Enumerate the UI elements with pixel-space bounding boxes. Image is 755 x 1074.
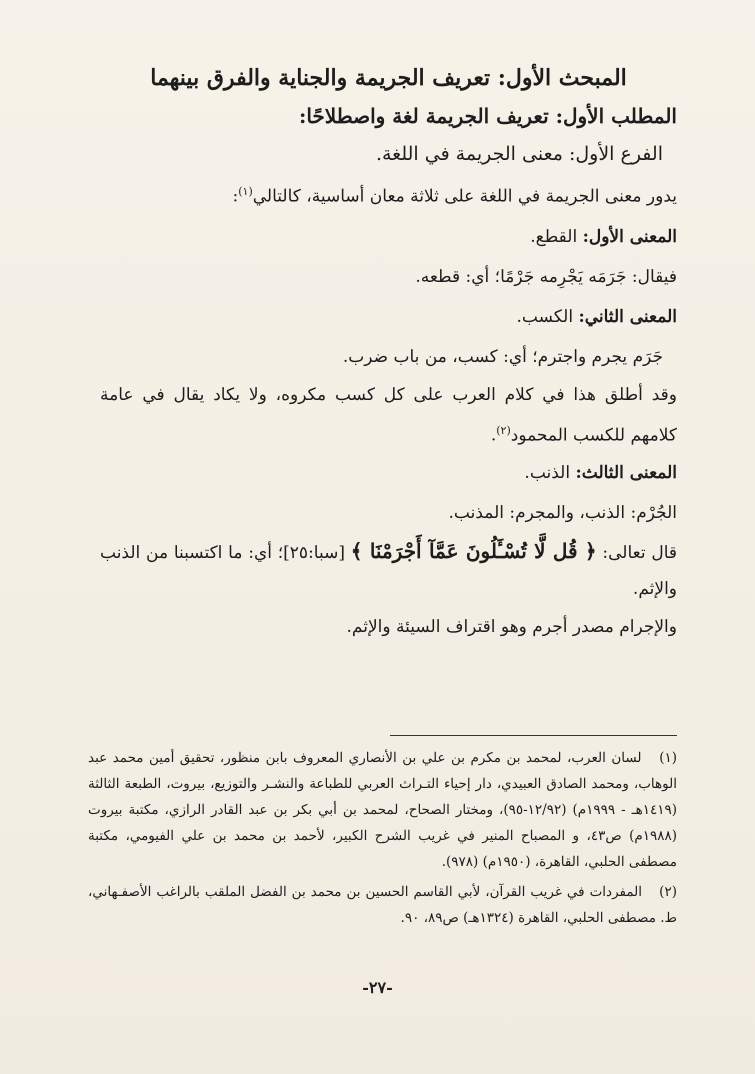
- meaning-1-value: القطع.: [530, 226, 578, 247]
- footnote-1: [88, 745, 677, 875]
- footnote-2: [88, 879, 677, 931]
- footnote-ref-2: (٢): [496, 423, 511, 437]
- meaning-3-definition: الجُرْم: الذنب، والمجرم: المذنب.: [448, 503, 677, 524]
- meaning-2-value: الكسب.: [516, 306, 574, 327]
- meaning-2-label: المعنى الثاني:: [578, 306, 677, 327]
- meaning-1-label: المعنى الأول:: [582, 226, 677, 247]
- footnotes: [88, 745, 677, 935]
- chapter-label: المبحث الأول: [505, 65, 627, 91]
- quran-verse: ﴿ قُل لَّا تُسْـَٔلُونَ عَمَّآ أَجْرَمْنَا ﴾: [350, 539, 597, 564]
- meaning-2-example: جَرَم يجرم واجترم؛ أي: كسب، من باب ضرب.: [342, 346, 663, 367]
- meaning-2-note: وقد أطلق هذا في كلام العرب على كل كسب مكروه، ولا يكاد يقال في عامة كلامهم للكسب المحمود$^{(٢)}$.: [100, 384, 677, 446]
- section-heading: المطلب الأول: تعريف الجريمة لغة واصطلاحًا:: [298, 104, 677, 128]
- chapter-heading: المبحث الأول: تعريف الجريمة والجناية والفرق بينهما: [150, 65, 627, 91]
- footnote-ref-1: (١): [238, 185, 253, 198]
- subsection-heading: الفرع الأول: معنى الجريمة في اللغة.: [375, 143, 663, 165]
- meaning-1: [100, 217, 677, 257]
- footnote-1-text: لسان العرب، لمحمد بن مكرم بن علي بن الأنصاري المعروف بابن منظور، تحقيق أمين محمد عبد الوهاب، ومحمد الصادق العبيدي، دار إحياء التـراث العربي للطباعة والنشـر والتوزيع، بيروت، الطبعة الثالثة (١٤١٩هـ - ١٩٩٩م) (١٢/٩٢-٩٥)، ومختار الصحاح، لمحمد بن أبي بكر بن عبد القادر الرازي، مكتبة بيروت (١٩٨٨م) ص٤٣، و المصباح المنير في غريب الشرح الكبير، لأحمد بن محمد بن علي الفيومي، مكتبة مصطفى الحلبي، القاهرة، (١٩٥٠م) (٩٧٨).: [88, 750, 678, 870]
- meaning-3-value: الذنب.: [524, 463, 571, 484]
- meaning-3-label: المعنى الثالث:: [575, 463, 677, 484]
- meaning-3: [100, 453, 677, 493]
- chapter-title: تعريف الجريمة والجناية والفرق بينهما: [150, 65, 491, 91]
- footnote-2-number: (٢): [659, 884, 677, 900]
- footnote-1-number: (١): [659, 750, 678, 766]
- footnote-2-text: المفردات في غريب القرآن، لأبي القاسم الحسين بن محمد بن الفضل الملقب بالراغب الأصفـهاني، ط. مصطفى الحلبي، القاهرة (١٣٢٤هـ) ص٨٩، ٩٠.: [88, 884, 677, 926]
- meaning-1-example: فيقال: جَرَمَه يَجْرِمه جَرْمًا؛ أي: قطعه.: [415, 266, 677, 287]
- verse-paragraph: قال تعالى: ﴿ قُل لَّا تُسْـَٔلُونَ عَمَّآ أَجْرَمْنَا ﴾ [سبا:٢٥]؛ أي: ما اكتسبنا من الذنب والإثم.: [100, 539, 678, 600]
- page-number: -٢٧-: [362, 978, 393, 997]
- footnote-divider: [390, 735, 677, 736]
- main-text: [100, 58, 677, 647]
- meaning-2: [100, 297, 677, 337]
- closing-paragraph: والإجرام مصدر أجرم وهو اقتراف السيئة والإثم.: [346, 617, 677, 638]
- intro-paragraph: يدور معنى الجريمة في اللغة على ثلاثة معان أساسية، كالتالي$^{(١)}$:: [232, 185, 677, 207]
